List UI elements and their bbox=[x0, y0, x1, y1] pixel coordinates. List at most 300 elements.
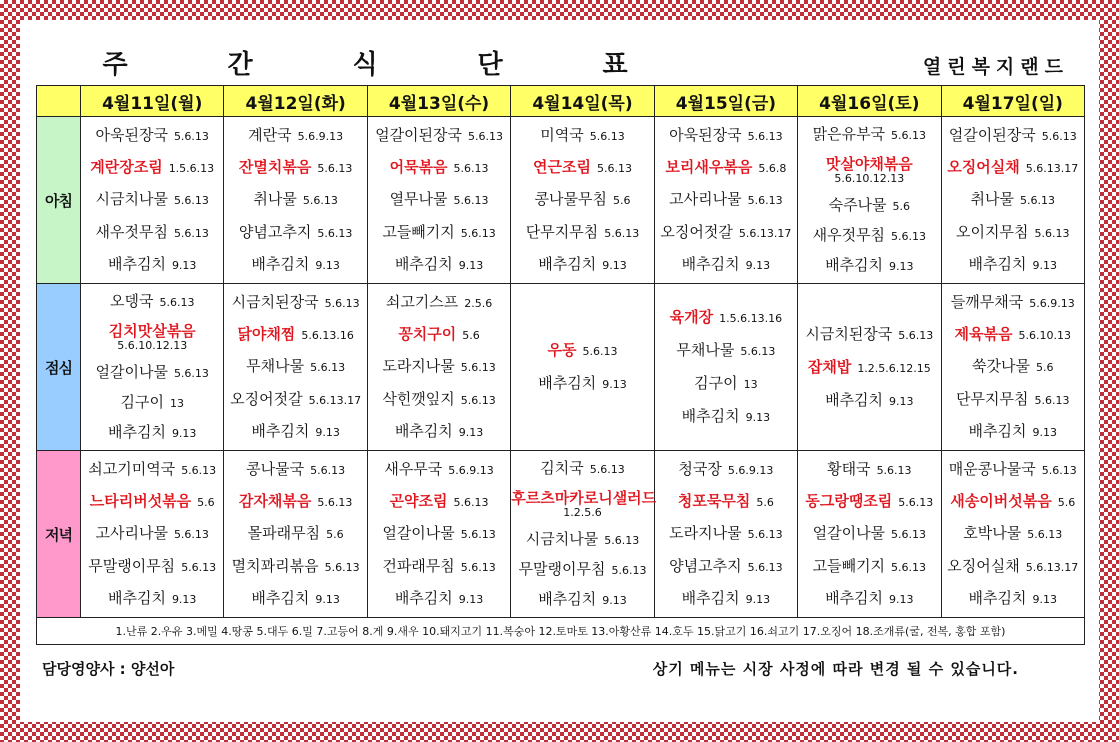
allergen-codes: 5.6.13 bbox=[747, 560, 783, 574]
meal-row-dinner bbox=[37, 451, 1085, 618]
menu-item bbox=[224, 255, 366, 274]
menu-item bbox=[511, 341, 653, 360]
menu-item-list bbox=[655, 117, 797, 283]
menu-item bbox=[81, 460, 223, 479]
dish-name: 양념고추지 bbox=[238, 222, 312, 241]
menu-item bbox=[655, 460, 797, 479]
footer bbox=[20, 658, 1099, 682]
menu-item-list bbox=[81, 117, 223, 283]
menu-item bbox=[942, 293, 1084, 312]
dish-name: 콩나물무침 bbox=[534, 190, 607, 209]
menu-item bbox=[511, 560, 653, 579]
dish-name: 호박나물 bbox=[963, 524, 1022, 543]
allergen-codes: 9.13 bbox=[171, 427, 197, 441]
menu-item bbox=[368, 255, 510, 274]
meal-label-breakfast: 아침 bbox=[37, 117, 81, 284]
dish-name: 닭야채찜 bbox=[237, 325, 296, 344]
dish-name: 황태국 bbox=[827, 459, 871, 478]
menu-cell bbox=[367, 284, 510, 451]
dish-name: 어묵볶음 bbox=[389, 158, 448, 177]
dish-name: 아욱된장국 bbox=[669, 125, 742, 144]
menu-item bbox=[368, 557, 510, 576]
allergen-codes: 5.6.13.17 bbox=[1025, 162, 1079, 176]
menu-item bbox=[81, 158, 223, 177]
menu-item bbox=[655, 589, 797, 608]
organization-name: 열린복지랜드 bbox=[922, 56, 1069, 78]
dish-name: 배추김치 bbox=[394, 422, 453, 441]
dish-name: 콩나물국 bbox=[246, 459, 305, 478]
menu-item bbox=[798, 524, 940, 543]
menu-item bbox=[655, 158, 797, 177]
menu-item bbox=[81, 126, 223, 145]
dish-name: 김치맛살볶음 bbox=[108, 321, 196, 340]
day-header: 4월13일(수) bbox=[367, 86, 510, 117]
allergen-codes: 5.6.13 bbox=[310, 463, 346, 477]
menu-item bbox=[798, 325, 940, 344]
allergen-legend: 1.난류 2.우유 3.메밀 4.땅콩 5.대두 6.밀 7.고등어 8.게 9.새우 10.돼지고기 11.복숭아 12.토마토 13.아황산류 14.호두 15.닭고기 16.쇠고기 17.오징어 18.조개류(굴, 전복, 홍합 포함) bbox=[37, 618, 1085, 645]
weekly-menu-table bbox=[36, 85, 1085, 645]
menu-item bbox=[368, 589, 510, 608]
menu-cell bbox=[224, 117, 367, 284]
menu-item bbox=[655, 374, 797, 393]
menu-item-list bbox=[368, 117, 510, 283]
dish-name: 배추김치 bbox=[968, 422, 1027, 441]
allergen-codes: 5.6.13 bbox=[596, 162, 632, 176]
dish-name: 미역국 bbox=[540, 125, 584, 144]
allergen-codes: 5.6.13 bbox=[173, 226, 209, 240]
allergen-codes: 5.6.13 bbox=[1027, 528, 1063, 542]
allergen-codes: 5.6.13 bbox=[460, 560, 496, 574]
menu-cell bbox=[367, 117, 510, 284]
dish-name: 배추김치 bbox=[538, 255, 597, 274]
menu-item bbox=[655, 126, 797, 145]
dish-name: 맛살야채볶음 bbox=[825, 154, 913, 173]
menu-item-list bbox=[511, 284, 653, 450]
dietitian-name: 담당영양사 : 양선아 bbox=[42, 660, 175, 678]
menu-item bbox=[942, 190, 1084, 209]
allergen-codes: 1.5.6.13 bbox=[168, 162, 215, 176]
allergen-codes: 5.6 bbox=[197, 496, 215, 510]
menu-cell bbox=[511, 284, 654, 451]
dish-name: 쇠고기스프 bbox=[385, 292, 459, 311]
allergen-codes: 5.6.13 bbox=[747, 528, 783, 542]
allergen-codes: 5.6.13 bbox=[589, 462, 625, 476]
legend-row bbox=[37, 618, 1085, 645]
allergen-codes: 5.6.13 bbox=[891, 528, 927, 542]
menu-item bbox=[81, 423, 223, 442]
dish-name: 시금치나물 bbox=[95, 190, 168, 209]
dish-name: 배추김치 bbox=[394, 589, 453, 608]
dish-name: 잡채밥 bbox=[807, 357, 852, 376]
allergen-codes: 5.6.13 bbox=[604, 226, 640, 240]
corner-cell bbox=[37, 86, 81, 117]
menu-item-list bbox=[224, 117, 366, 283]
dish-name: 얼갈이나물 bbox=[95, 362, 168, 381]
dish-name: 취나물 bbox=[970, 190, 1014, 209]
menu-item-list bbox=[798, 117, 940, 283]
dish-name: 배추김치 bbox=[251, 255, 310, 274]
dish-name: 배추김치 bbox=[825, 390, 884, 409]
allergen-codes: 5.6.13 bbox=[453, 194, 489, 208]
dish-name: 고들빼기지 bbox=[382, 222, 455, 241]
allergen-codes: 9.13 bbox=[315, 593, 340, 607]
menu-item bbox=[224, 460, 366, 479]
allergen-codes: 9.13 bbox=[315, 259, 340, 273]
menu-item bbox=[655, 255, 797, 274]
menu-item bbox=[81, 322, 223, 352]
day-header: 4월17일(일) bbox=[941, 86, 1084, 117]
allergen-codes: 9.13 bbox=[745, 259, 771, 273]
menu-item bbox=[655, 190, 797, 209]
menu-item bbox=[942, 255, 1084, 274]
dish-name: 무말랭이무침 bbox=[88, 556, 176, 575]
menu-item bbox=[81, 292, 223, 311]
dish-name: 느타리버섯볶음 bbox=[89, 492, 192, 511]
title-char: 표 bbox=[602, 50, 628, 80]
menu-item bbox=[798, 196, 940, 215]
dish-name: 계란국 bbox=[248, 125, 292, 144]
menu-item bbox=[368, 158, 510, 177]
menu-item-list bbox=[368, 284, 510, 450]
allergen-codes: 5.6.13 bbox=[310, 361, 346, 375]
dish-name: 감자채볶음 bbox=[238, 492, 312, 511]
dish-name: 잔멸치볶음 bbox=[238, 158, 312, 177]
dish-name: 쑥갓나물 bbox=[972, 357, 1030, 376]
menu-item bbox=[368, 293, 510, 312]
allergen-codes: 9.13 bbox=[171, 593, 197, 607]
day-header: 4월16일(토) bbox=[798, 86, 941, 117]
menu-item bbox=[224, 492, 366, 511]
dish-name: 오징어젓갈 bbox=[230, 389, 303, 408]
allergen-codes: 9.13 bbox=[458, 259, 484, 273]
dish-name: 고사리나물 bbox=[669, 190, 742, 209]
menu-item bbox=[81, 557, 223, 576]
menu-item bbox=[368, 524, 510, 543]
dish-name: 도라지나물 bbox=[669, 524, 742, 543]
allergen-codes: 5.6.13 bbox=[582, 345, 618, 358]
menu-item bbox=[798, 155, 940, 185]
menu-item-list bbox=[942, 117, 1084, 283]
menu-item bbox=[511, 126, 653, 145]
allergen-codes: 9.13 bbox=[889, 394, 914, 408]
allergen-codes: 5.6.13 bbox=[898, 328, 934, 342]
menu-item bbox=[511, 530, 653, 549]
allergen-codes: 5.6.13 bbox=[173, 528, 209, 542]
dish-name: 청국장 bbox=[678, 459, 722, 478]
dish-name: 오징어실채 bbox=[947, 158, 1020, 177]
menu-item-list bbox=[942, 284, 1084, 450]
dish-name: 오뎅국 bbox=[109, 291, 154, 310]
menu-item-list bbox=[368, 451, 510, 617]
menu-item bbox=[942, 524, 1084, 543]
menu-item-list bbox=[224, 451, 366, 617]
dish-name: 취나물 bbox=[253, 190, 297, 209]
menu-item bbox=[942, 422, 1084, 441]
allergen-codes: 5.6.13 bbox=[460, 528, 496, 542]
dish-name: 계란장조림 bbox=[90, 158, 163, 177]
allergen-codes: 5.6.13 bbox=[317, 496, 353, 510]
allergen-codes: 5.6.13 bbox=[173, 194, 209, 208]
menu-item bbox=[81, 363, 223, 382]
allergen-codes: 5.6.13.17 bbox=[308, 393, 362, 407]
allergen-codes: 9.13 bbox=[602, 259, 627, 273]
menu-item bbox=[81, 492, 223, 511]
menu-cell bbox=[941, 117, 1084, 284]
dish-name: 아욱된장국 bbox=[95, 125, 168, 144]
menu-item bbox=[81, 255, 223, 274]
menu-item bbox=[798, 256, 940, 275]
allergen-codes: 5.6.13 bbox=[181, 463, 217, 477]
menu-item-list bbox=[81, 451, 223, 617]
dish-name: 오징어젓갈 bbox=[660, 222, 733, 241]
menu-cell bbox=[798, 451, 941, 618]
allergen-codes: 9.13 bbox=[889, 260, 914, 274]
menu-item bbox=[224, 524, 366, 543]
dish-name: 김구이 bbox=[694, 374, 738, 392]
menu-cell bbox=[511, 117, 654, 284]
menu-item bbox=[655, 341, 797, 360]
allergen-codes: 9.13 bbox=[1032, 426, 1057, 440]
menu-item bbox=[798, 226, 940, 245]
dish-name: 맑은유부국 bbox=[812, 124, 886, 143]
allergen-codes: 5.6.9.13 bbox=[1029, 296, 1075, 310]
dish-name: 건파래무침 bbox=[382, 556, 455, 575]
dish-name: 배추김치 bbox=[538, 374, 597, 392]
allergen-codes: 9.13 bbox=[889, 593, 914, 607]
menu-item bbox=[224, 422, 366, 441]
allergen-codes: 5.6.13 bbox=[468, 129, 504, 143]
day-header: 4월14일(목) bbox=[511, 86, 654, 117]
allergen-codes: 9.13 bbox=[745, 411, 771, 424]
allergen-codes: 5.6.13 bbox=[324, 296, 360, 310]
dish-name: 배추김치 bbox=[394, 255, 453, 274]
allergen-codes: 5.6.13.17 bbox=[738, 226, 792, 240]
allergen-codes: 5.6.9.13 bbox=[297, 129, 344, 143]
dish-name: 무채나물 bbox=[676, 341, 735, 359]
allergen-codes: 5.6.13 bbox=[1034, 393, 1070, 407]
title-char: 주 bbox=[102, 50, 128, 80]
menu-item bbox=[942, 325, 1084, 344]
menu-item bbox=[224, 190, 366, 209]
dish-name: 새송이버섯볶음 bbox=[950, 492, 1052, 511]
menu-cell bbox=[941, 284, 1084, 451]
allergen-codes: 5.6.13 bbox=[453, 496, 489, 510]
allergen-codes: 13 bbox=[743, 378, 758, 391]
menu-item bbox=[368, 126, 510, 145]
menu-cell bbox=[224, 451, 367, 618]
title-row bbox=[20, 48, 1099, 82]
allergen-codes: 5.6.13 bbox=[891, 560, 927, 574]
dish-name: 얼갈이나물 bbox=[812, 524, 886, 543]
allergen-codes: 5.6.13 bbox=[747, 194, 783, 208]
menu-cell bbox=[654, 117, 797, 284]
menu-item-list bbox=[511, 451, 657, 617]
allergen-codes: 5.6.13 bbox=[1041, 463, 1077, 477]
menu-item bbox=[942, 158, 1084, 177]
allergen-codes: 5.6.13 bbox=[747, 129, 783, 143]
menu-item bbox=[511, 190, 653, 209]
menu-item bbox=[511, 158, 653, 177]
dish-name: 배추김치 bbox=[107, 255, 166, 274]
dish-name: 도라지나물 bbox=[382, 357, 455, 376]
allergen-codes: 5.6.13 bbox=[611, 564, 647, 578]
menu-item-list bbox=[655, 284, 797, 450]
menu-item bbox=[511, 590, 653, 609]
menu-item bbox=[511, 223, 653, 242]
menu-item bbox=[224, 557, 366, 576]
dish-name: 열무나물 bbox=[389, 190, 448, 209]
dish-name: 단무지무침 bbox=[956, 389, 1029, 408]
menu-cell bbox=[798, 117, 941, 284]
dish-name: 배추김치 bbox=[251, 589, 310, 608]
dish-name: 쇠고기미역국 bbox=[88, 459, 176, 478]
dish-name: 배추김치 bbox=[107, 423, 166, 442]
menu-item-list bbox=[81, 284, 223, 450]
menu-item bbox=[798, 391, 940, 410]
allergen-codes: 5.6.13 bbox=[302, 194, 338, 208]
menu-cell bbox=[798, 284, 941, 451]
allergen-codes: 5.6.13 bbox=[876, 463, 912, 477]
allergen-codes: 5.6.13 bbox=[898, 496, 934, 510]
menu-item bbox=[224, 357, 366, 376]
allergen-codes: 5.6.10.12.13 bbox=[834, 171, 905, 185]
dish-name: 후르츠마카로니샐러드 bbox=[511, 488, 657, 507]
day-header-row bbox=[37, 86, 1085, 117]
allergen-codes: 9.13 bbox=[458, 426, 484, 440]
dish-name: 시금치나물 bbox=[525, 529, 599, 548]
allergen-codes: 5.6.10.13 bbox=[1018, 329, 1071, 343]
menu-change-notice: 상기 메뉴는 시장 사정에 따라 변경 될 수 있습니다. bbox=[652, 660, 1019, 678]
allergen-codes: 5.6.13.16 bbox=[301, 329, 354, 343]
dish-name: 김치국 bbox=[540, 458, 584, 477]
allergen-codes: 9.13 bbox=[458, 593, 484, 607]
menu-cell bbox=[511, 451, 657, 618]
menu-item bbox=[798, 460, 940, 479]
dish-name: 김구이 bbox=[120, 393, 164, 412]
menu-item bbox=[798, 557, 940, 576]
allergen-codes: 5.6.10.12.13 bbox=[117, 338, 188, 352]
title-char: 간 bbox=[227, 50, 253, 80]
allergen-codes: 5.6.13 bbox=[1041, 129, 1077, 143]
allergen-codes: 9.13 bbox=[745, 593, 771, 607]
menu-sheet bbox=[20, 20, 1099, 722]
menu-cell bbox=[654, 284, 797, 451]
dish-name: 새우젓무침 bbox=[812, 226, 886, 245]
dish-name: 양념고추지 bbox=[669, 556, 742, 575]
dish-name: 오이지무침 bbox=[956, 222, 1029, 241]
menu-item bbox=[798, 125, 940, 144]
allergen-codes: 5.6.8 bbox=[758, 162, 787, 176]
allergen-codes: 1.5.6.13.16 bbox=[719, 312, 783, 325]
menu-item bbox=[368, 223, 510, 242]
menu-cell bbox=[224, 284, 367, 451]
menu-item bbox=[81, 589, 223, 608]
menu-item bbox=[798, 358, 940, 377]
dish-name: 시금치된장국 bbox=[805, 324, 893, 343]
allergen-codes: 5.6.9.13 bbox=[448, 463, 494, 477]
meal-label-dinner: 저녁 bbox=[37, 451, 81, 618]
allergen-codes: 5.6.13 bbox=[317, 162, 353, 176]
dish-name: 시금치된장국 bbox=[231, 292, 319, 311]
allergen-codes: 1.2.5.6.12.15 bbox=[857, 361, 931, 375]
dish-name: 얼갈이나물 bbox=[382, 524, 455, 543]
allergen-codes: 5.6.13 bbox=[891, 230, 927, 244]
meal-row-breakfast bbox=[37, 117, 1085, 284]
allergen-codes: 5.6 bbox=[892, 199, 911, 213]
meal-row-lunch bbox=[37, 284, 1085, 451]
allergen-codes: 13 bbox=[169, 397, 184, 411]
dish-name: 숙주나물 bbox=[828, 195, 887, 214]
dish-name: 배추김치 bbox=[538, 590, 597, 609]
allergen-codes: 5.6 bbox=[1057, 496, 1076, 510]
menu-item-list bbox=[798, 451, 940, 617]
menu-cell bbox=[941, 451, 1084, 618]
allergen-codes: 9.13 bbox=[1032, 259, 1057, 273]
allergen-codes: 5.6.13 bbox=[159, 295, 195, 309]
dish-name: 우동 bbox=[547, 341, 577, 359]
allergen-codes: 5.6.9.13 bbox=[727, 463, 774, 477]
menu-item bbox=[942, 557, 1084, 576]
allergen-codes: 5.6.13 bbox=[589, 129, 625, 143]
menu-item bbox=[655, 308, 797, 327]
menu-item bbox=[655, 223, 797, 242]
menu-item bbox=[224, 325, 366, 344]
menu-item bbox=[224, 126, 366, 145]
allergen-codes: 5.6.13 bbox=[173, 129, 209, 143]
day-header: 4월12일(화) bbox=[224, 86, 367, 117]
dish-name: 배추김치 bbox=[681, 407, 740, 425]
menu-item bbox=[368, 325, 510, 344]
dish-name: 제육볶음 bbox=[954, 325, 1013, 344]
allergen-codes: 5.6.13 bbox=[740, 345, 776, 358]
menu-item bbox=[942, 492, 1084, 511]
menu-item bbox=[368, 422, 510, 441]
dish-name: 멸치꽈리볶음 bbox=[231, 556, 319, 575]
menu-item bbox=[655, 407, 797, 426]
dish-name: 무말랭이무침 bbox=[518, 560, 606, 579]
dish-name: 보리새우볶음 bbox=[665, 158, 753, 177]
menu-cell bbox=[81, 117, 224, 284]
allergen-codes: 5.6.13 bbox=[1034, 226, 1070, 240]
dish-name: 육개장 bbox=[669, 308, 714, 326]
dish-name: 들깨무채국 bbox=[950, 292, 1024, 311]
dish-name: 새우젓무침 bbox=[95, 222, 168, 241]
menu-item bbox=[224, 589, 366, 608]
dish-name: 고사리나물 bbox=[95, 524, 168, 543]
dish-name: 동그랑땡조림 bbox=[805, 492, 893, 511]
menu-item bbox=[81, 223, 223, 242]
menu-cell bbox=[654, 451, 797, 618]
menu-item-list bbox=[655, 451, 797, 617]
allergen-codes: 9.13 bbox=[602, 594, 627, 608]
allergen-codes: 5.6.13 bbox=[1020, 194, 1055, 208]
menu-item bbox=[942, 589, 1084, 608]
menu-item bbox=[368, 492, 510, 511]
allergen-codes: 1.2.5.6 bbox=[563, 505, 602, 519]
dish-name: 배추김치 bbox=[251, 422, 310, 441]
dish-name: 얼갈이된장국 bbox=[375, 125, 463, 144]
menu-item bbox=[224, 223, 366, 242]
dish-name: 연근조림 bbox=[532, 158, 591, 177]
menu-item bbox=[81, 524, 223, 543]
allergen-codes: 5.6.13 bbox=[453, 162, 489, 176]
allergen-codes: 5.6.13 bbox=[460, 393, 496, 407]
menu-item bbox=[511, 459, 653, 478]
allergen-codes: 5.6.13.17 bbox=[1025, 560, 1079, 574]
allergen-codes: 5.6.13 bbox=[460, 226, 496, 240]
dish-name: 고들빼기지 bbox=[812, 556, 886, 575]
menu-item bbox=[81, 190, 223, 209]
